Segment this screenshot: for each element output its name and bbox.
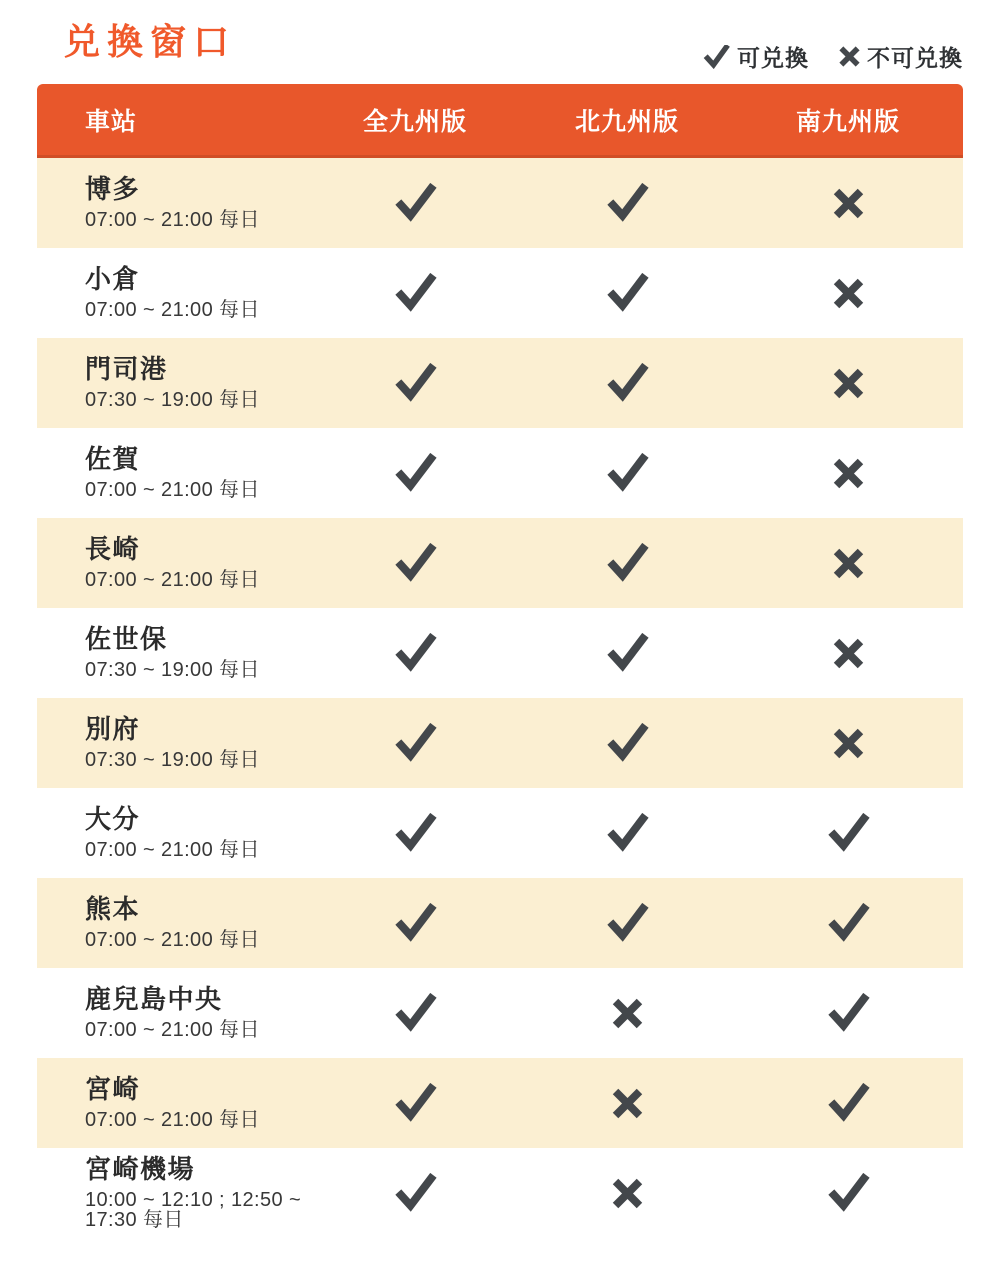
station-cell — [37, 623, 309, 682]
top-bar — [0, 0, 1000, 84]
check-icon — [393, 1083, 437, 1123]
check-icon — [605, 813, 649, 853]
mark-cell — [309, 633, 521, 673]
mark-cell — [733, 277, 963, 310]
check-icon — [703, 45, 730, 69]
check-icon — [605, 543, 649, 583]
check-icon — [393, 273, 437, 313]
cross-icon — [832, 457, 865, 490]
mark-cell — [521, 997, 733, 1030]
station-hours: 07:00 ~ 21:00 每日 — [85, 929, 260, 952]
station-hours: 07:00 ~ 21:00 每日 — [85, 569, 260, 592]
mark-cell — [521, 633, 733, 673]
check-icon — [393, 363, 437, 403]
mark-cell — [733, 903, 963, 943]
station-hours: 07:00 ~ 21:00 每日 — [85, 839, 260, 862]
header-cell-north-kyushu-pass: 北九州版 — [574, 107, 679, 136]
cross-icon — [832, 727, 865, 760]
legend-exchangeable-label: 可兑換 — [737, 45, 809, 71]
mark-cell — [733, 367, 963, 400]
mark-cell — [521, 813, 733, 853]
cross-icon — [832, 187, 865, 220]
legend-not-exchangeable-label: 不可兑換 — [867, 45, 963, 71]
check-icon — [393, 183, 437, 223]
table-row — [37, 698, 963, 788]
station-cell — [37, 893, 309, 952]
mark-cell — [733, 187, 963, 220]
mark-cell — [309, 723, 521, 763]
legend-item-exchangeable — [703, 40, 809, 73]
check-icon — [393, 993, 437, 1033]
station-hours: 07:30 ~ 19:00 每日 — [85, 749, 260, 772]
station-cell — [37, 983, 309, 1042]
mark-cell — [521, 903, 733, 943]
station-hours: 07:00 ~ 21:00 每日 — [85, 479, 260, 502]
cross-icon — [611, 1087, 644, 1120]
check-icon — [393, 633, 437, 673]
table-row — [37, 1148, 963, 1238]
cross-icon — [832, 637, 865, 670]
mark-cell — [521, 1087, 733, 1120]
station-cell — [37, 803, 309, 862]
table-row — [37, 248, 963, 338]
table-row — [37, 338, 963, 428]
check-icon — [605, 363, 649, 403]
header-cell-all-kyushu-pass: 全九州版 — [362, 107, 467, 136]
station-name: 佐世保 — [85, 623, 168, 654]
mark-cell — [309, 543, 521, 583]
check-icon — [826, 993, 870, 1033]
station-name: 鹿兒島中央 — [85, 983, 223, 1014]
table-row — [37, 968, 963, 1058]
header-cell-south-kyushu-pass: 南九州版 — [795, 107, 900, 136]
table-row — [37, 158, 963, 248]
table-row — [37, 608, 963, 698]
mark-cell — [733, 993, 963, 1033]
station-hours: 07:30 ~ 19:00 每日 — [85, 389, 260, 412]
station-name: 博多 — [85, 173, 141, 204]
mark-cell — [733, 1173, 963, 1213]
mark-cell — [521, 183, 733, 223]
mark-cell — [733, 813, 963, 853]
station-name: 大分 — [85, 803, 141, 834]
station-cell — [37, 263, 309, 322]
check-icon — [393, 903, 437, 943]
mark-cell — [309, 1173, 521, 1213]
mark-cell — [521, 723, 733, 763]
legend-item-not-exchangeable — [839, 40, 963, 73]
check-icon — [393, 543, 437, 583]
station-name: 宮崎機場 — [85, 1153, 196, 1184]
check-icon — [605, 903, 649, 943]
station-cell — [37, 713, 309, 772]
check-icon — [393, 813, 437, 853]
mark-cell — [521, 363, 733, 403]
header-cell-station: 車站 — [85, 107, 138, 136]
cross-icon — [611, 997, 644, 1030]
check-icon — [393, 453, 437, 493]
mark-cell — [521, 273, 733, 313]
legend — [703, 40, 963, 73]
table-row — [37, 878, 963, 968]
cross-icon — [832, 547, 865, 580]
cross-icon — [832, 277, 865, 310]
mark-cell — [521, 453, 733, 493]
station-hours: 07:00 ~ 21:00 每日 — [85, 209, 260, 232]
mark-cell — [733, 637, 963, 670]
table-row — [37, 518, 963, 608]
station-name: 宮崎 — [85, 1073, 141, 1104]
station-hours: 07:30 ~ 19:00 每日 — [85, 659, 260, 682]
check-icon — [826, 1083, 870, 1123]
check-icon — [605, 453, 649, 493]
station-cell — [37, 173, 309, 232]
exchange-window-table — [37, 84, 963, 1238]
check-icon — [605, 183, 649, 223]
station-cell — [37, 443, 309, 502]
table-body — [37, 158, 963, 1238]
station-name: 小倉 — [85, 263, 141, 294]
table-header — [37, 84, 963, 158]
station-hours: 10:00 ~ 12:10 ; 12:50 ~ 17:30 每日 — [85, 1189, 302, 1232]
station-cell — [37, 533, 309, 592]
cross-icon — [832, 367, 865, 400]
station-cell — [37, 1073, 309, 1132]
check-icon — [393, 1173, 437, 1213]
station-name: 長崎 — [85, 533, 141, 564]
mark-cell — [309, 993, 521, 1033]
check-icon — [826, 903, 870, 943]
mark-cell — [521, 1177, 733, 1210]
cross-icon — [839, 46, 860, 67]
table-row — [37, 428, 963, 518]
station-name: 佐賀 — [85, 443, 141, 474]
mark-cell — [733, 1083, 963, 1123]
check-icon — [605, 723, 649, 763]
check-icon — [826, 813, 870, 853]
station-name: 門司港 — [85, 353, 168, 384]
mark-cell — [309, 273, 521, 313]
mark-cell — [309, 183, 521, 223]
table-row — [37, 1058, 963, 1148]
mark-cell — [309, 813, 521, 853]
check-icon — [605, 633, 649, 673]
mark-cell — [309, 1083, 521, 1123]
station-cell — [37, 353, 309, 412]
mark-cell — [733, 727, 963, 760]
table-row — [37, 788, 963, 878]
cross-icon — [611, 1177, 644, 1210]
station-hours: 07:00 ~ 21:00 每日 — [85, 1019, 260, 1042]
check-icon — [393, 723, 437, 763]
check-icon — [826, 1173, 870, 1213]
station-cell — [37, 1153, 309, 1232]
station-hours: 07:00 ~ 21:00 每日 — [85, 1109, 260, 1132]
mark-cell — [521, 543, 733, 583]
mark-cell — [733, 547, 963, 580]
check-icon — [605, 273, 649, 313]
mark-cell — [309, 363, 521, 403]
mark-cell — [309, 453, 521, 493]
station-name: 熊本 — [85, 893, 141, 924]
page-title: 兑換窗口 — [64, 21, 237, 62]
station-hours: 07:00 ~ 21:00 每日 — [85, 299, 260, 322]
mark-cell — [309, 903, 521, 943]
station-name: 別府 — [85, 713, 141, 744]
mark-cell — [733, 457, 963, 490]
